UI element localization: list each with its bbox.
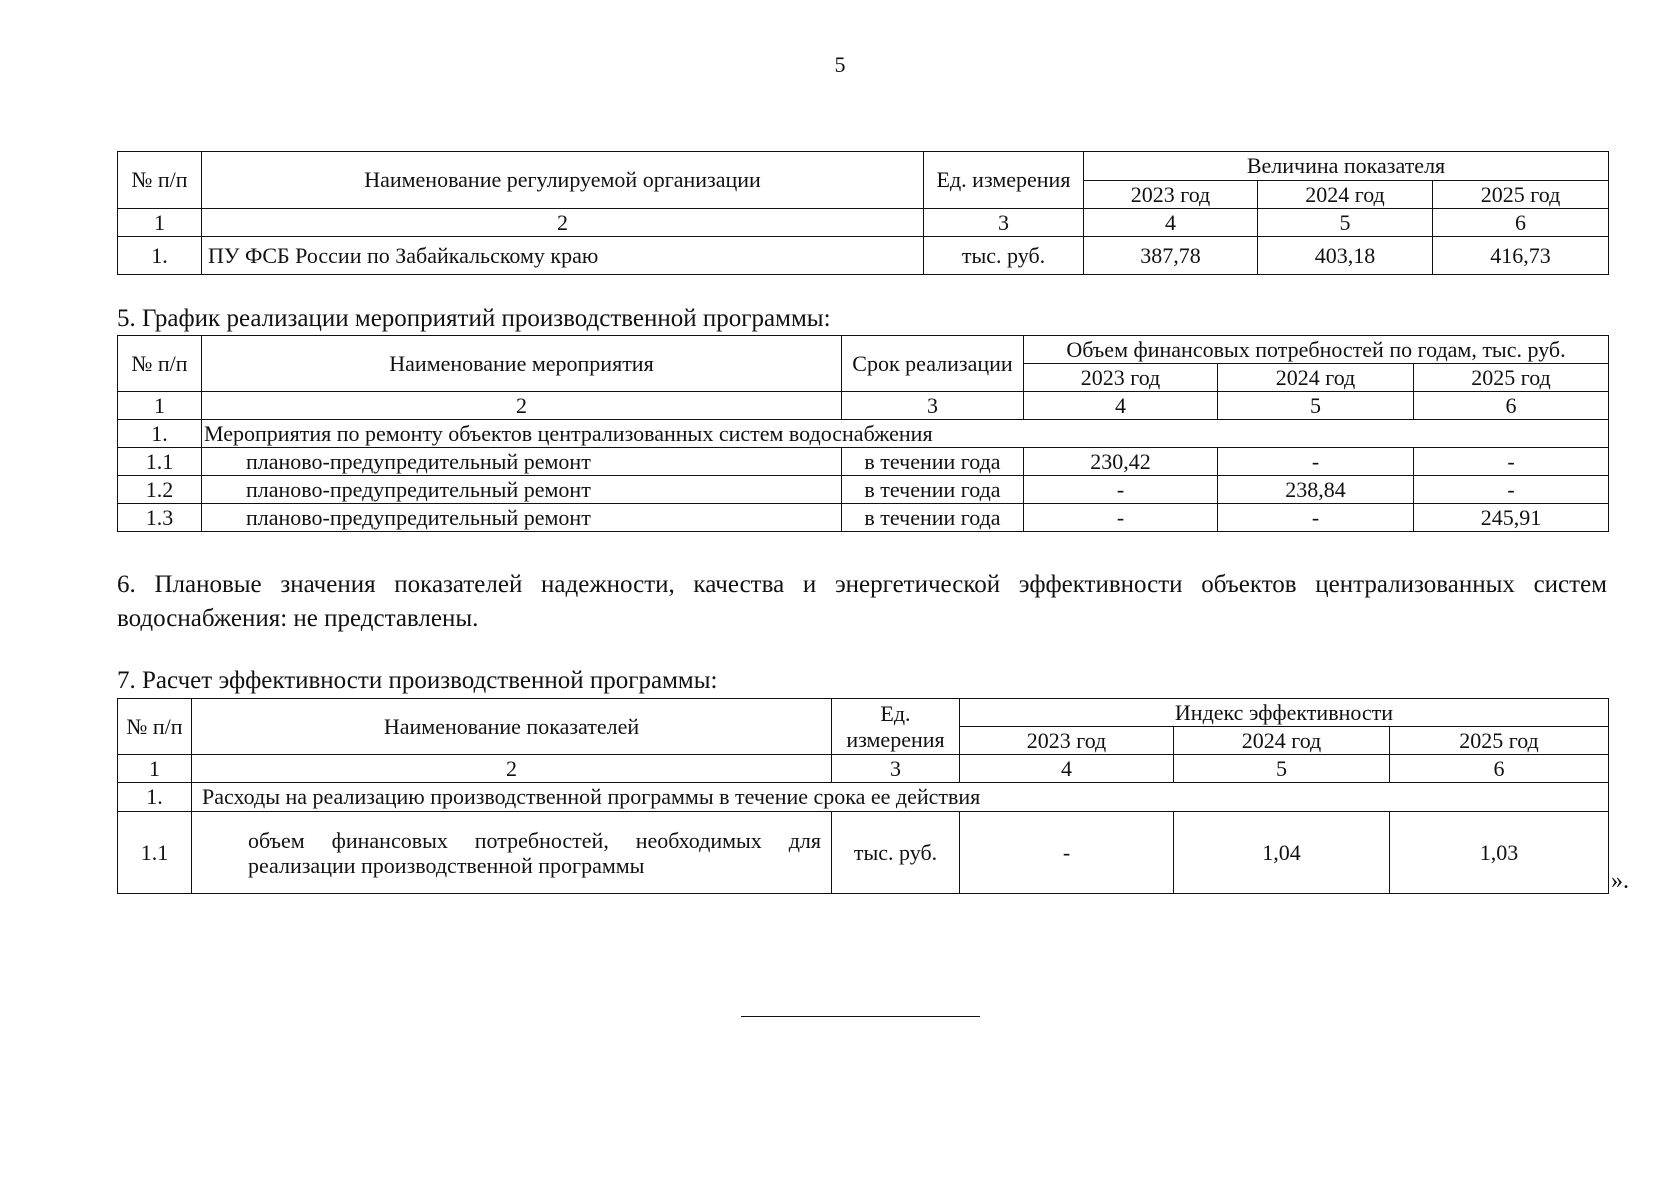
table-row: [118, 237, 1609, 275]
index-row: [118, 392, 1609, 420]
indicator-table: [117, 151, 1609, 275]
row-name: Расходы на реализацию производственной программы в течение срока ее действия: [192, 783, 1609, 812]
col-header-num: № п/п: [118, 699, 192, 755]
row-num: 1.1: [118, 812, 192, 894]
row-name: ПУ ФСБ России по Забайкальскому краю: [202, 237, 924, 275]
col-header-year: 2023 год: [1024, 364, 1218, 392]
index-cell: 4: [1024, 392, 1218, 420]
index-cell: 2: [202, 209, 924, 237]
section-6-text: 6. Плановые значения показателей надежности, качества и энергетической эффективности объектов централизованных систем водоснабжения: не представлены.: [117, 571, 1607, 632]
row-value: 238,84: [1218, 476, 1414, 504]
index-cell: 4: [960, 755, 1174, 783]
index-row: [118, 209, 1609, 237]
col-header-num: № п/п: [118, 336, 202, 392]
index-cell: 3: [924, 209, 1084, 237]
col-header-year: 2023 год: [960, 727, 1174, 755]
section-5-title: 5. График реализации мероприятий производственной программы:: [117, 305, 831, 332]
row-value: -: [1218, 448, 1414, 476]
index-cell: 5: [1218, 392, 1414, 420]
index-row: [118, 755, 1609, 783]
row-value: 230,42: [1024, 448, 1218, 476]
footer-divider: [741, 1016, 980, 1017]
table-row: [118, 448, 1609, 476]
row-num: 1.3: [118, 504, 202, 532]
row-term: в течении года: [842, 476, 1024, 504]
group-row: [118, 783, 1609, 812]
row-num: 1.: [118, 783, 192, 812]
efficiency-table: [117, 698, 1609, 894]
table-row: [118, 476, 1609, 504]
col-header-group: Величина показателя: [1084, 152, 1609, 181]
col-header-year: 2023 год: [1084, 181, 1258, 209]
index-cell: 4: [1084, 209, 1258, 237]
row-term: в течении года: [842, 448, 1024, 476]
row-unit: тыс. руб.: [924, 237, 1084, 275]
row-value: 245,91: [1414, 504, 1609, 532]
row-name: планово-предупредительный ремонт: [202, 504, 842, 532]
group-row: [118, 420, 1609, 448]
index-cell: 3: [832, 755, 960, 783]
col-header-year: 2024 год: [1174, 727, 1390, 755]
col-header-group: Объем финансовых потребностей по годам, тыс. руб.: [1024, 336, 1609, 364]
row-value: -: [1024, 476, 1218, 504]
col-header-year: 2025 год: [1390, 727, 1609, 755]
index-cell: 6: [1433, 209, 1609, 237]
col-header-unit: Ед. измерения: [924, 152, 1084, 209]
row-num: 1.: [118, 237, 202, 275]
row-value: 403,18: [1258, 237, 1433, 275]
col-header-term: Срок реализации: [842, 336, 1024, 392]
col-header-group: Индекс эффективности: [960, 699, 1609, 727]
index-cell: 1: [118, 755, 192, 783]
col-header-name: Наименование мероприятия: [202, 336, 842, 392]
section-7-title: 7. Расчет эффективности производственной программы:: [117, 667, 718, 694]
index-cell: 6: [1390, 755, 1609, 783]
row-value: -: [1024, 504, 1218, 532]
schedule-table: [117, 335, 1609, 532]
row-name: объем финансовых потребностей, необходимых для реализации производственной программы: [192, 812, 832, 894]
col-header-year: 2025 год: [1414, 364, 1609, 392]
index-cell: 1: [118, 392, 202, 420]
col-header-name: Наименование регулируемой организации: [202, 152, 924, 209]
row-name: планово-предупредительный ремонт: [202, 448, 842, 476]
row-value: -: [960, 812, 1174, 894]
col-header-year: 2025 год: [1433, 181, 1609, 209]
row-value: 387,78: [1084, 237, 1258, 275]
row-value: 1,03: [1390, 812, 1609, 894]
col-header-name: Наименование показателей: [192, 699, 832, 755]
row-num: 1.1: [118, 448, 202, 476]
col-header-num: № п/п: [118, 152, 202, 209]
index-cell: 5: [1258, 209, 1433, 237]
index-cell: 6: [1414, 392, 1609, 420]
index-cell: 2: [202, 392, 842, 420]
closing-quote: ».: [1611, 868, 1629, 894]
table-row: [118, 504, 1609, 532]
col-header-year: 2024 год: [1258, 181, 1433, 209]
col-header-year: 2024 год: [1218, 364, 1414, 392]
row-name: Мероприятия по ремонту объектов централизованных систем водоснабжения: [202, 420, 1609, 448]
row-value: -: [1218, 504, 1414, 532]
index-cell: 1: [118, 209, 202, 237]
page-number: 5: [834, 52, 846, 77]
col-header-unit: Ед. измерения: [832, 699, 960, 755]
row-value: 1,04: [1174, 812, 1390, 894]
row-term: в течении года: [842, 504, 1024, 532]
row-unit: тыс. руб.: [832, 812, 960, 894]
row-num: 1.: [118, 420, 202, 448]
row-value: 416,73: [1433, 237, 1609, 275]
row-name: планово-предупредительный ремонт: [202, 476, 842, 504]
table-row: [118, 812, 1609, 894]
row-value: -: [1414, 448, 1609, 476]
index-cell: 2: [192, 755, 832, 783]
index-cell: 3: [842, 392, 1024, 420]
row-num: 1.2: [118, 476, 202, 504]
index-cell: 5: [1174, 755, 1390, 783]
row-value: -: [1414, 476, 1609, 504]
